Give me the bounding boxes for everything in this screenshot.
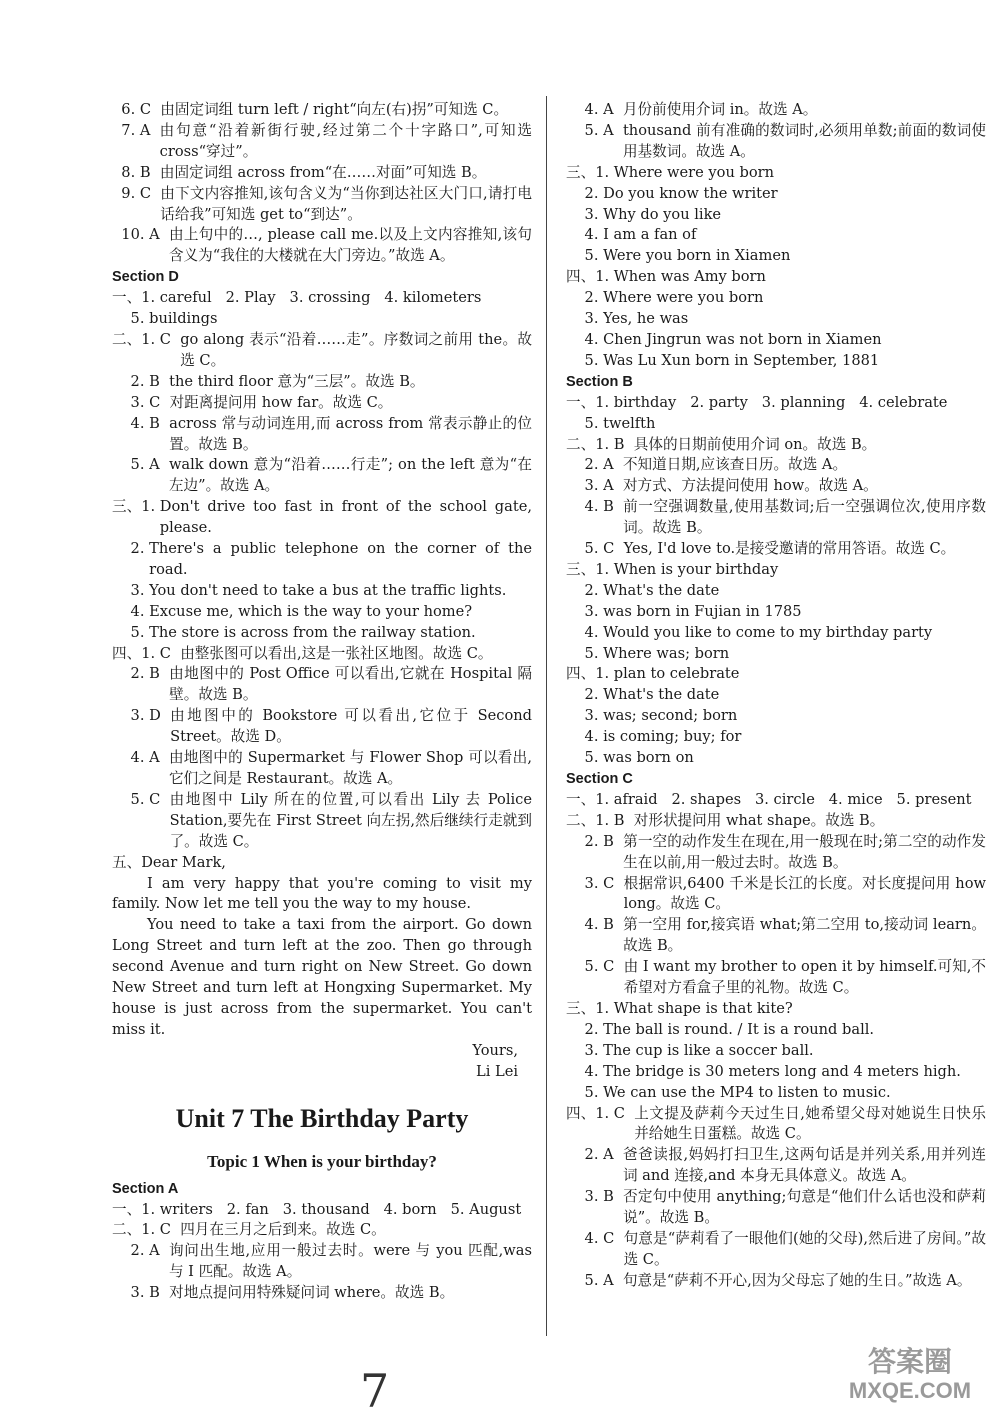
list-item: 4. is coming; buy; for — [566, 728, 742, 746]
word-answers: 一、1. birthday 2. party 3. planning 4. celebrate — [566, 393, 948, 411]
list-item: 2. What's the date — [566, 581, 720, 599]
list-item: 3. B 否定句中使用 anything;句意是“他们什么话也没和萨莉说”。故选 B。 — [566, 1188, 986, 1227]
list-item: 5. A walk down 意为“沿着……行走”; on the left 意为“在左边”。故选 A。 — [112, 456, 532, 495]
word-answers: 5. twelfth — [566, 414, 656, 432]
letter-paragraph: I am very happy that you're coming to visit my family. Now let me tell you the way to my house. — [112, 874, 532, 913]
list-item: 4. Excuse me, which is the way to your home? — [112, 602, 473, 620]
list-item: 3. B 对地点提问用特殊疑问词 where。故选 B。 — [112, 1284, 455, 1302]
list-item: 3. C 对距离提问用 how far。故选 C。 — [112, 393, 393, 411]
section-heading: Section A — [112, 1180, 179, 1197]
list-item: 2. A 询问出生地,应用一般过去时。were 与 you 匹配,was 与 I 匹配。故选 A。 — [112, 1242, 532, 1281]
list-item: 4. A 月份前使用介词 in。故选 A。 — [566, 101, 818, 118]
list-item: 2. B the third floor 意为“三层”。故选 B。 — [112, 372, 425, 390]
word-answers: 5. buildings — [112, 310, 218, 328]
letter-signature: Li Lei — [476, 1062, 518, 1080]
list-item: 3. was born in Fujian in 1785 — [566, 602, 802, 620]
list-item: 二、1. C 四月在三月之后到来。故选 C。 — [112, 1221, 386, 1239]
list-item: 3. Yes, he was — [566, 310, 689, 328]
list-item: 5. We can use the MP4 to listen to music. — [566, 1083, 891, 1101]
list-item: 5. was born on — [566, 749, 694, 767]
letter-paragraph: You need to take a taxi from the airport. Go down Long Street and turn left at the zoo. Then go through second Avenue and turn right on New Street. Go down New Street and turn left at Hongxing Supermarket. My house is just across from the supermarket. You can't miss it. — [112, 916, 532, 1038]
list-item: 四、1. C 由整张图可以看出,这是一张社区地图。故选 C。 — [112, 644, 493, 662]
list-item: 2. Where were you born — [566, 289, 764, 307]
watermark-title: 答案圈 — [867, 1346, 952, 1377]
list-item: 4. The bridge is 30 meters long and 4 meters high. — [566, 1062, 961, 1080]
section-heading: Section D — [112, 269, 179, 286]
word-answers: 一、1. afraid 2. shapes 3. circle 4. mice 5. present — [566, 790, 972, 808]
list-item: 四、1. plan to celebrate — [566, 665, 740, 683]
list-item: 6. C 由固定词组 turn left / right“向左(右)拐”可知选 C。 — [112, 101, 509, 118]
page-number: 7 — [360, 1364, 390, 1418]
list-item: 5. C 由地图中 Lily 所在的位置,可以看出 Lily 去 Police Station,要先在 First Street 向左拐,然后继续行走就到了。故选 C。 — [112, 790, 532, 850]
list-item: 5. Were you born in Xiamen — [566, 247, 791, 265]
list-item: 三、1. Don't drive too fast in front of the school gate, please. — [112, 498, 532, 537]
right-column — [566, 100, 986, 1292]
list-item: 4. Chen Jingrun was not born in Xiamen — [566, 330, 882, 348]
letter-closing: Yours, — [472, 1041, 518, 1059]
list-item: 3. The cup is like a soccer ball. — [566, 1041, 814, 1059]
list-item: 三、1. When is your birthday — [566, 560, 779, 578]
list-item: 3. C 根据常识,6400 千米是长江的长度。对长度提问用 how long。故选 C。 — [566, 874, 986, 913]
list-item: 2. B 由地图中的 Post Office 可以看出,它就在 Hospital 隔壁。故选 B。 — [112, 665, 532, 704]
list-item: 5. A 句意是“萨莉不开心,因为父母忘了她的生日。”故选 A。 — [566, 1271, 972, 1289]
list-item: 4. C 句意是“萨莉看了一眼他们(她的父母),然后进了房间。”故选 C。 — [566, 1229, 986, 1268]
list-item: 5. Was Lu Xun born in September, 1881 — [566, 351, 880, 369]
list-item: 10. A 由上句中的…, please call me.以及上文内容推知,该句含义为“我住的大楼就在大门旁边。”故选 A。 — [112, 226, 532, 265]
list-item: 4. B 前一空强调数量,使用基数词;后一空强调位次,使用序数词。故选 B。 — [566, 498, 986, 537]
section-heading: Section C — [566, 771, 633, 787]
sample-letter — [112, 853, 532, 1083]
list-item: 3. A 对方式、方法提问使用 how。故选 A。 — [566, 477, 878, 495]
list-item: 5. Where was; born — [566, 644, 730, 662]
list-item: 5. C 由 I want my brother to open it by himself.可知,不希望对方看盒子里的礼物。故选 C。 — [566, 958, 986, 997]
list-item: 3. was; second; born — [566, 707, 738, 725]
list-item: 8. B 由固定词组 across from“在……对面”可知选 B。 — [112, 163, 487, 181]
list-item: 二、1. B 对形状提问用 what shape。故选 B。 — [566, 811, 885, 829]
list-item: 4. B 第一空用 for,接宾语 what;第二空用 to,接动词 learn。故选 B。 — [566, 916, 986, 955]
list-item: 三、1. Where were you born — [566, 163, 775, 181]
left-column — [112, 100, 532, 1304]
list-item: 5. The store is across from the railway station. — [112, 623, 476, 641]
list-item: 4. I am a fan of — [566, 226, 697, 244]
list-item: 9. C 由下文内容推知,该句含义为“当你到达社区大门口,请打电话给我”可知选 get to“到达”。 — [112, 184, 532, 223]
watermark — [830, 1345, 990, 1403]
list-item: 2. A 不知道日期,应该查日历。故选 A。 — [566, 456, 848, 474]
list-item: 7. A 由句意“沿着新街行驶,经过第二个十字路口”,可知选 cross“穿过”。 — [112, 121, 532, 160]
list-item: 4. B across 常与动词连用,而 across from 常表示静止的位置。故选 B。 — [112, 414, 532, 453]
list-item: 3. D 由地图中的 Bookstore 可以看出,它位于 Second Street。故选 D。 — [112, 707, 532, 746]
unit-title: Unit 7 The Birthday Party — [175, 1103, 469, 1133]
list-item: 三、1. What shape is that kite? — [566, 999, 793, 1017]
letter-greeting: 五、Dear Mark, — [112, 853, 226, 871]
list-item: 四、1. When was Amy born — [566, 268, 766, 286]
list-item: 四、1. C 上文提及萨莉今天过生日,她希望父母对她说生日快乐并给她生日蛋糕。故选 C。 — [566, 1104, 986, 1143]
section-heading: Section B — [566, 373, 633, 390]
watermark-url: MXQE.COM — [848, 1378, 972, 1403]
column-divider — [546, 96, 547, 1336]
list-item: 2. The ball is round. / It is a round ball. — [566, 1020, 875, 1038]
list-item: 2. Do you know the writer — [566, 184, 778, 202]
topic-title: Topic 1 When is your birthday? — [207, 1151, 437, 1171]
list-item: 5. C Yes, I'd love to.是接受邀请的常用答语。故选 C。 — [566, 540, 956, 558]
list-item: 3. Why do you like — [566, 205, 722, 223]
list-item: 二、1. B 具体的日期前使用介词 on。故选 B。 — [566, 435, 877, 453]
list-item: 5. A thousand 前有准确的数词时,必须用单数;前面的数词使用基数词。故选 A。 — [566, 121, 986, 160]
list-item: 2. A 爸爸读报,妈妈打扫卫生,这两句话是并列关系,用并列连词 and 连接,and 本身无具体意义。故选 A。 — [566, 1146, 986, 1185]
list-item: 2. B 第一空的动作发生在现在,用一般现在时;第二空的动作发生在以前,用一般过去时。故选 B。 — [566, 832, 986, 871]
list-item: 二、1. C go along 表示“沿着……走”。序数词之前用 the。故选 C。 — [112, 330, 532, 369]
list-item: 3. You don't need to take a bus at the traffic lights. — [112, 581, 507, 599]
list-item: 4. A 由地图中的 Supermarket 与 Flower Shop 可以看出,它们之间是 Restaurant。故选 A。 — [112, 749, 532, 787]
word-answers: 一、1. careful 2. Play 3. crossing 4. kilometers — [112, 289, 482, 307]
word-answers: 一、1. writers 2. fan 3. thousand 4. born 5. August — [112, 1200, 522, 1218]
list-item: 4. Would you like to come to my birthday party — [566, 623, 933, 641]
list-item: 2. There's a public telephone on the corner of the road. — [112, 540, 532, 578]
list-item: 2. What's the date — [566, 686, 720, 704]
